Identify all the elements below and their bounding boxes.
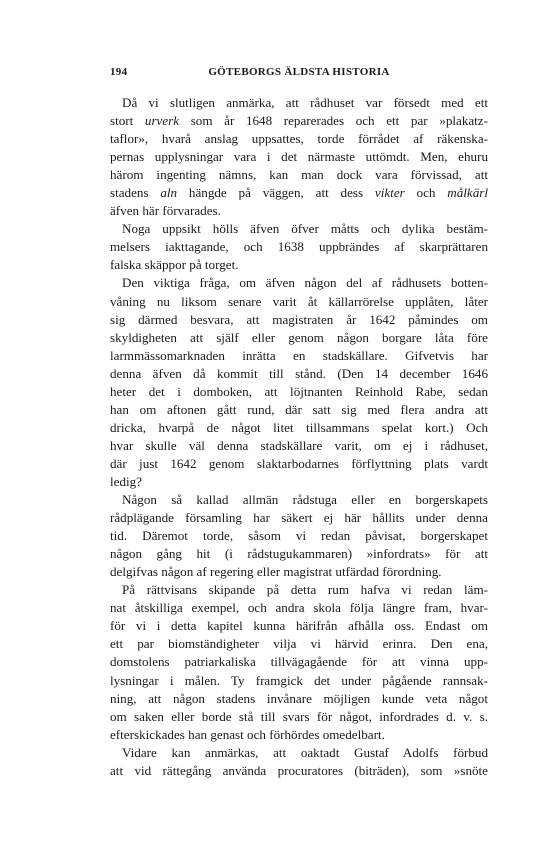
text-line: Noga uppsikt hölls äfven öfver måtts och dylika bestäm-: [122, 221, 488, 237]
text-line: där just 1642 genom slaktarbodarnes förflyttning plats vardt: [110, 455, 488, 471]
text-line: melsers iakttagande, och 1638 uppbrändes af skarprättaren: [110, 239, 488, 255]
text-line: Den viktiga fråga, om äfven någon del af rådhusets botten-: [122, 275, 488, 291]
text-line: larmmässomarknaden inrätta en stadskällare. Gifvetvis har: [110, 347, 488, 363]
text-line: dricka, hvarpå de något litet tillsammans spelat kort.) Och: [110, 419, 488, 435]
running-title: GÖTEBORGS ÄLDSTA HISTORIA: [208, 66, 390, 78]
text-line: denna äfven då kommit till stånd. (Den 14 december 1646: [110, 365, 488, 381]
text-line: stadens aln hängde på väggen, att dess vikter och målkärl: [110, 185, 489, 201]
text-line: skyldigheten att själf eller genom någon borgare låta före: [110, 329, 488, 345]
text-line: nat åtskilliga exempel, och andra skola följa längre fram, hvar-: [110, 600, 488, 616]
text-line: Vidare kan anmärkas, att oaktadt Gustaf Adolfs förbud: [122, 744, 488, 760]
text-line: hvar skulle väl denna stadskällare varit, om ej i rådhuset,: [110, 437, 488, 453]
text-line: ning, att någon stadens invånare möjligen kunde veta något: [110, 690, 488, 706]
text-line: lysningar i målen. Ty framgick det under pågående rannsak-: [110, 672, 488, 688]
text-line: heter det i domboken, att löjtnanten Reinhold Rabe, sedan: [110, 383, 488, 399]
text-line: sig därmed besvara, att magistraten år 1642 påmindes om: [110, 311, 488, 327]
text-line: falska skäppor på torget.: [110, 257, 239, 273]
text-line: Då vi slutligen anmärka, att rådhuset var försedt med ett: [122, 95, 488, 110]
text-line: På rättvisans skipande på detta rum hafva vi redan läm-: [122, 582, 488, 598]
running-head: [110, 66, 488, 86]
text-line: taflor», hvarå anslag uppsattes, torde förrådet af räkenska-: [110, 131, 488, 147]
text-line: rådplägande församling har säkert ej här hållits under denna: [110, 510, 488, 526]
page-number: 194: [110, 66, 128, 78]
text-line: äfven här förvarades.: [110, 203, 221, 219]
text-line: stort urverk som år 1648 reparerades och ett par »plakatz-: [110, 113, 488, 129]
text-line: ett par biomständigheter vilja vi härvid erinra. Den ena,: [110, 636, 488, 652]
text-line: för vi i detta kapitel kunna härifrån afhålla oss. Endast om: [110, 618, 488, 634]
text-line: ledig?: [110, 473, 142, 489]
text-line: härom ingenting nämns, kan man dock vara förvissad, att: [110, 167, 488, 183]
text-line: delgifvas någon af regering eller magistrat utfärdad förordning.: [110, 564, 442, 580]
text-line: han om aftonen gått rund, där satt sig med flera andra att: [110, 401, 488, 417]
text-line: efterskickades han genast och förhördes omedelbart.: [110, 726, 385, 742]
text-line: domstolens patriarkaliska tillvägagående för att vinna upp-: [110, 654, 488, 670]
body-text: [110, 94, 488, 780]
text-line: våning nu liksom senare varit åt källarrörelse upplåten, låter: [110, 293, 488, 309]
text-line: om saken eller borde stå till svars för något, infordrades d. v. s.: [110, 708, 488, 724]
text-line: att vid rättegång använda procuratores (biträden), som »snöte: [110, 762, 488, 778]
text-line: tid. Däremot torde, såsom vi redan påvisat, borgerskapet: [110, 528, 488, 544]
text-line: Någon så kallad allmän rådstuga eller en borgerskapets: [122, 492, 488, 508]
text-line: någon gång hit (i rådstugukammaren) »infordrats» för att: [110, 546, 488, 562]
text-line: pernas upplysningar vara i det närmaste uttömdt. Men, ehuru: [110, 149, 488, 165]
